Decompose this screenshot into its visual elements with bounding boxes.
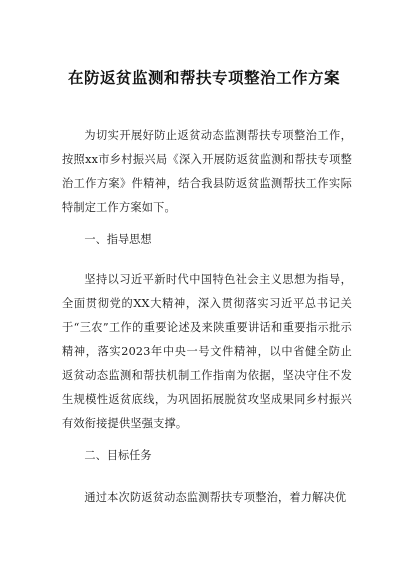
intro-paragraph: 为切实开展好防止返贫动态监测帮扶专项整治工作，按照xx市乡村振兴局《深入开展防返贫监测和帮扶专项整治工作方案》件精神，结合我县防返贫监测帮扶工作实际特制定工作方案如下。 [62, 129, 352, 214]
guiding-ideology-paragraph: 坚持以习近平新时代中国特色社会主义思想为指导，全面贯彻党的XX大精神，深入贯彻落实习近平总书记关于“三农”工作的重要论述及来陕重要讲话和重要指示批示精神，落实2023年中央一号文件精神，以中省健全防止返贫动态监测和帮扶机制工作指南为依据，坚决守住不发生规模性返贫底线，为巩固拓展脱贫攻坚成果同乡村振兴有效衔接提供坚强支撑。 [62, 273, 352, 430]
goals-paragraph: 通过本次防返贫动态监测帮扶专项整治，着力解决优 [84, 491, 347, 504]
section-heading-goals: 二、目标任务 [84, 449, 152, 462]
document-title: 在防返贫监测和帮扶专项整治工作方案 [67, 69, 340, 87]
section-heading-guiding-ideology: 一、指导思想 [84, 233, 152, 246]
